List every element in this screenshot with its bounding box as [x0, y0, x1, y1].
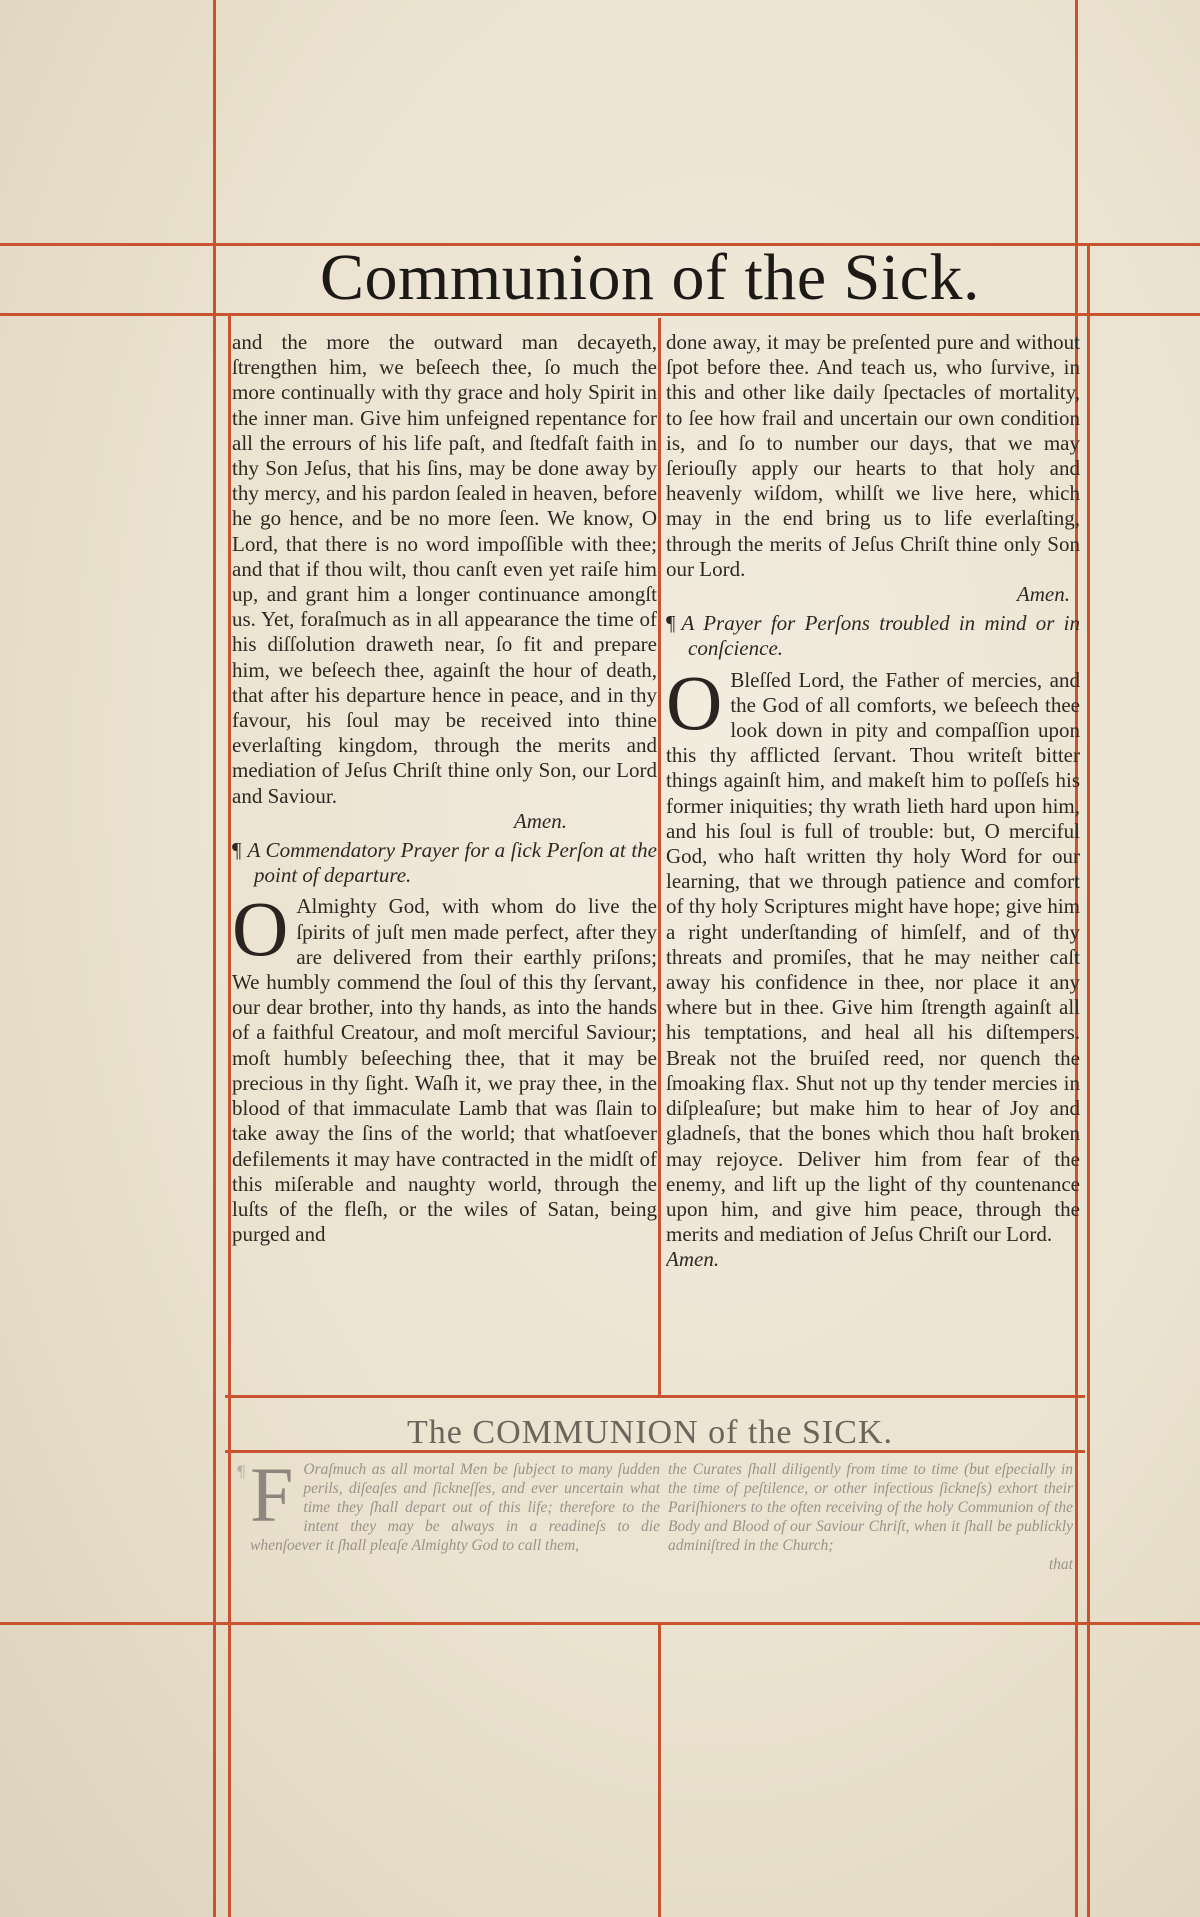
rule-text-bottom — [225, 1395, 1085, 1398]
left-rubric-text: A Commendatory Prayer for a ſick Perſon at the point of departure. — [247, 838, 657, 888]
right-troubled-text: Bleſſed Lord, the Father of mercies, and the God of all comforts, we beſeech thee look down in pity and compaſſion upon this thy afflicted ſervant. Thou writeſt bitter things againſt him, and makeſt him to poſſeſs his former iniquities; thy wrath lieth hard upon him, and his ſoul is full of trouble: but, O merciful God, who haſt written thy holy Word for our learning, that we through patience and comfort of thy holy Scriptures might have hope; give him a right underſtanding of himſelf, and of thy threats and promiſes, that he may neither caſt away his confidence in thee, nor place it any where but in thee. Give him ſtrength againſt all his temptations, and heal all his diſtempers. Break not the bruiſed reed, nor quench the ſmoaking flax. Shut not up thy tender mercies in diſpleaſure; but make him to hear of Joy and gladneſs, that the bones which thou haſt broken may rejoyce. Deliver him from fear of the enemy, and lift up the light of thy countenance upon him, and give him peace, through the merits and mediation of Jeſus Chriſt our Lord. — [666, 667, 1080, 1247]
left-commendatory-text: Almighty God, with whom do live the ſpirits of juſt men made perfect, after they are delivered from their earthly priſons; We humbly commend the ſoul of this thy ſervant, our dear brother, into thy hands, as into the hands of a faithful Creatour, and moſt merciful Saviour; moſt humbly beſeeching thee, that it may be precious in thy ſight. Waſh it, we pray thee, in the blood of that immaculate Lamb that was ſlain to take away the ſins of the world; that whatſoever defilements it may have contracted in the midſt of this miſerable and naughty world, through the luſts of the fleſh, or the wiles of Satan, being purged and — [232, 894, 657, 1247]
show-through-pilcrow-icon: ¶ — [236, 1462, 247, 1481]
page-title: Communion of the Sick. — [320, 241, 980, 314]
show-through-left-text: Oraſmuch as all mortal Men be ſubject to many ſudden perils, diſeaſes and ſickneſſes, and ever uncertain what time they ſhall depart out of this life; therefore to the intent they may be always in a readineſs to die whenſoever it ſhall pleaſe Almighty God to call them, — [250, 1461, 660, 1554]
rule-left-margin-inner — [228, 313, 231, 1917]
left-amen: Amen. — [513, 808, 567, 833]
left-column — [232, 330, 657, 1380]
left-dropcap: O — [232, 885, 289, 973]
show-through-catchword: that — [1048, 1556, 1073, 1573]
pilcrow-icon: ¶ — [232, 838, 242, 863]
rule-column-divider — [658, 318, 661, 1398]
show-through-subtitle: The COMMUNION of the SICK. — [407, 1414, 893, 1451]
right-column — [666, 330, 1080, 1380]
left-rubric — [232, 838, 657, 888]
rule-lower-divider — [658, 1622, 661, 1917]
show-through-left — [250, 1460, 660, 1620]
rule-lower-border — [0, 1622, 1200, 1625]
pilcrow-icon: ¶ — [666, 611, 676, 636]
right-amen-final: Amen. — [666, 1247, 720, 1272]
left-prayer-text: and the more the outward man decayeth, ſtrengthen him, we beſeech thee, ſo much the more continually with thy grace and holy Spirit in the inner man. Give him unfeigned repentance for all the errours of his life paſt, and ſtedfaſt faith in thy Son Jeſus, that his ſins, may be done away by thy mercy, and his pardon ſealed in heaven, before he go hence, and be no more ſeen. We know, O Lord, that there is no word impoſſible with thee; and that if thou wilt, thou canſt even yet raiſe him up, and grant him a longer continuance amongſt us. Yet, foraſmuch as in all appearance the time of his diſſolution draweth near, ſo fit and prepare him, we beſeech thee, againſt the hour of death, that after his departure hence in peace, and in thy favour, his ſoul may be received into thine everlaſting kingdom, through the merits and mediation of Jeſus Chriſt thine only Son, our Lord and Saviour. — [232, 330, 657, 808]
rule-right-margin-outer — [1087, 243, 1090, 1917]
right-prayer-text: done away, it may be preſented pure and without ſpot before thee. And teach us, who ſurvive, in this and other like daily ſpectacles of mortality, to ſee how frail and uncertain our own condition is, and ſo to number our days, that we may ſeriouſly apply our hearts to that holy and heavenly wiſdom, whilſt we live here, which may in the end bring us to life everlaſting, through the merits of Jeſus Chriſt thine only Son our Lord. — [666, 330, 1080, 581]
right-rubric-text: A Prayer for Perſons troubled in mind or in conſcience. — [681, 611, 1080, 661]
show-through-right — [668, 1460, 1073, 1620]
right-amen: Amen. — [1016, 582, 1070, 607]
right-dropcap: O — [666, 658, 723, 746]
right-rubric — [666, 611, 1080, 661]
show-through-right-text: the Curates ſhall diligently from time to time (but eſpecially in the time of peſtilence, or other infectious ſickneſs) exhort their Pariſhioners to the often receiving of the holy Communion of the Body and Blood of our Saviour Chriſt, when it ſhall be publickly adminiſtred in the Church; — [668, 1461, 1073, 1554]
show-through-initial: F — [250, 1460, 294, 1538]
